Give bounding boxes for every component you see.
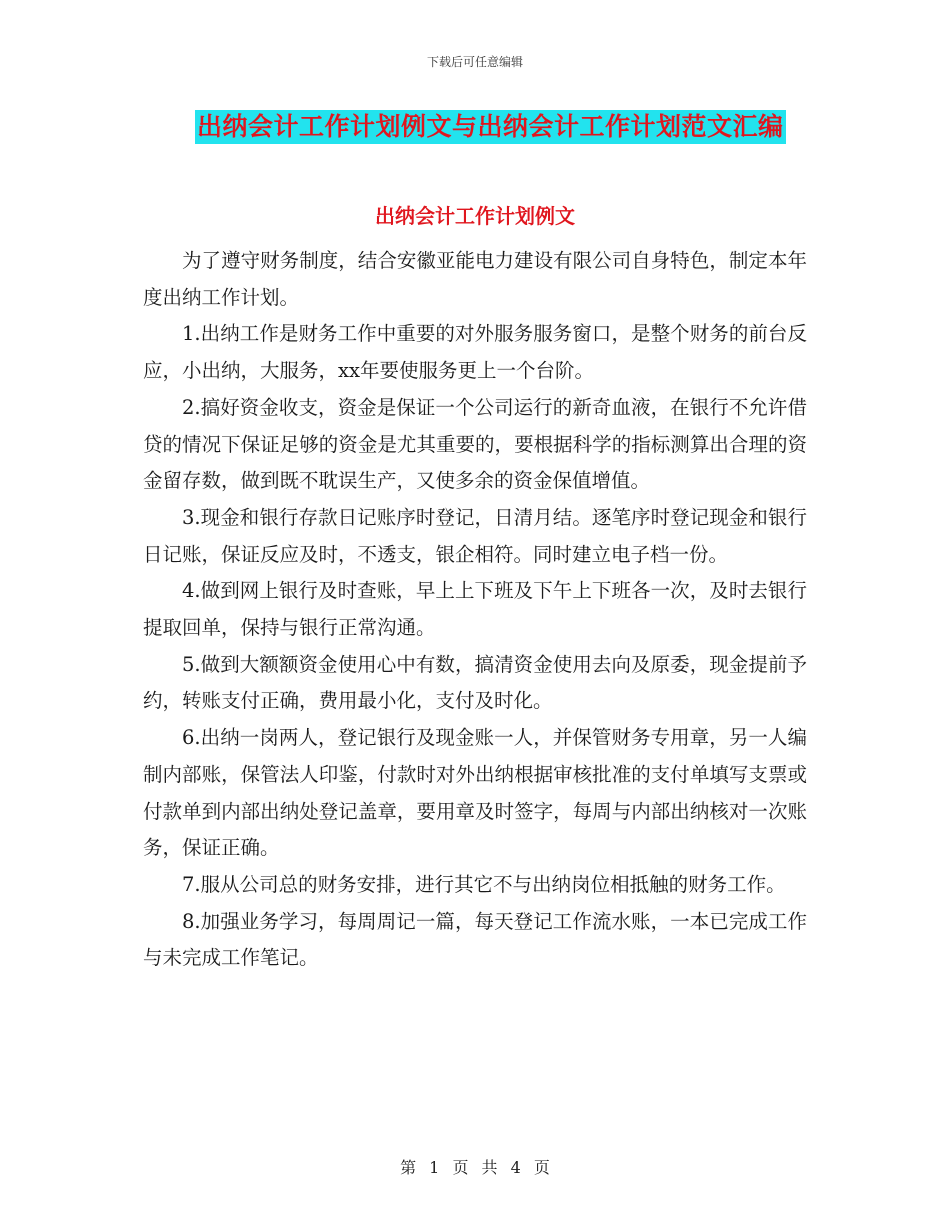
page-number-footer: 第 1 页 共 4 页 — [400, 1158, 550, 1177]
plan-item-3: 3.现金和银行存款日记账序时登记，日清月结。逐笔序时登记现金和银行日记账，保证反应及时，不透支，银企相符。同时建立电子档一份。 — [143, 505, 807, 566]
plan-item-6: 6.出纳一岗两人，登记银行及现金账一人，并保管财务专用章，另一人编制内部账，保管法人印鉴，付款时对外出纳根据审核批准的支付单填写支票或付款单到内部出纳处登记盖章，要用章及时签字，每周与内部出纳核对一次账务，保证正确。 — [143, 726, 807, 860]
plan-item-7: 7.服从公司总的财务安排，进行其它不与出纳岗位相抵触的财务工作。 — [182, 872, 786, 896]
plan-item-1: 1.出纳工作是财务工作中重要的对外服务服务窗口，是整个财务的前台反应，小出纳，大服务，xx年要使服务更上一个台阶。 — [143, 322, 807, 383]
section-title: 出纳会计工作计划例文 — [375, 204, 575, 228]
header-note: 下载后可任意编辑 — [426, 55, 523, 69]
plan-item-2: 2.搞好资金收支，资金是保证一个公司运行的新奇血液，在银行不允许借贷的情况下保证足够的资金是尤其重要的，要根据科学的指标测算出合理的资金留存数，做到既不耽误生产，又使多余的资金保值增值。 — [143, 395, 807, 493]
document-body — [143, 243, 807, 977]
intro-paragraph: 为了遵守财务制度，结合安徽亚能电力建设有限公司自身特色，制定本年度出纳工作计划。 — [143, 249, 807, 309]
plan-item-5: 5.做到大额额资金使用心中有数，搞清资金使用去向及原委，现金提前予约，转账支付正确，费用最小化，支付及时化。 — [143, 652, 807, 713]
plan-item-4: 4.做到网上银行及时查账，早上上下班及下午上下班各一次，及时去银行提取回单，保持与银行正常沟通。 — [143, 579, 807, 640]
document-title: 出纳会计工作计划例文与出纳会计工作计划范文汇编 — [195, 110, 786, 144]
plan-item-8: 8.加强业务学习，每周周记一篇，每天登记工作流水账，一本已完成工作与未完成工作笔记。 — [143, 909, 807, 970]
